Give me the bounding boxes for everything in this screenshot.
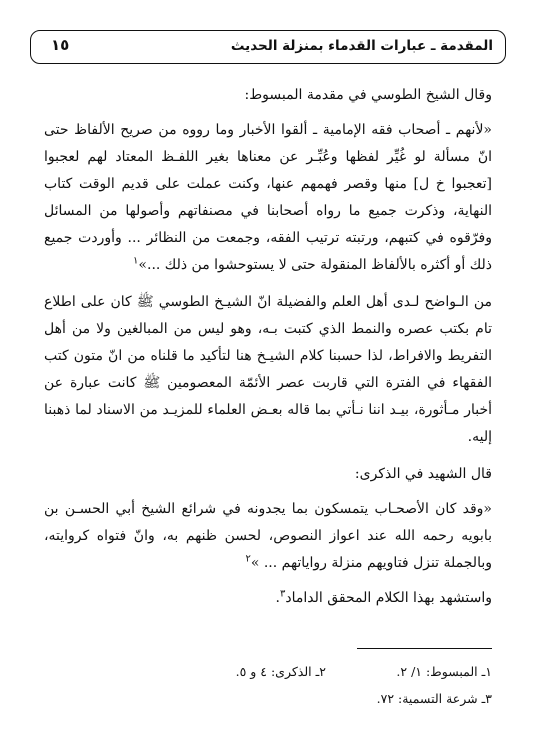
- page-body: [44, 82, 492, 612]
- footnote-2: ٢ـ الذكرى: ٤ و ٥.: [235, 664, 326, 679]
- footnote-3: ٣ـ شرعة التسمية: ٧٢.: [376, 691, 492, 706]
- quote-tusi: [44, 117, 492, 279]
- footnote-ref-2: ٢: [245, 553, 251, 565]
- footnote-ref-1: ١: [133, 255, 139, 267]
- footnote-1: ١ـ المبسوط: ١/ ٢.: [396, 664, 492, 679]
- quote-shahid-text: «وقد كان الأصحـاب يتمسكون بما يجدونه في شرائع الشيخ أبي الحسـن بن بابويه رحمه الله عند اعواز النصوص، لحسن ظنهم به، وانّ فتواه كروايته، وبالجملة تنزل فتاويهم منزلة رواياتهم ... »: [44, 501, 492, 571]
- intro-shahid: قال الشهيد في الذكرى:: [354, 466, 492, 482]
- quote-shahid: [44, 496, 492, 577]
- footnote-divider: [357, 648, 492, 649]
- closing-line: واستشهد بهذا الكلام المحقق الداماد$^٣$.: [275, 588, 492, 606]
- closing-text: واستشهد بهذا الكلام المحقق الداماد: [285, 590, 492, 606]
- page-header: [30, 30, 506, 64]
- running-title: المقدمة ـ عبارات القدماء بمنزلة الحديث: [230, 38, 493, 54]
- page-number: ١٥: [51, 36, 70, 54]
- paragraph-evident: من الـواضح لـدى أهل العلم والفضيلة انّ الشيـخ الطوسي ﷺ كان على اطلاع تام بكتب عصره والنمط الذي كتبت بـه، وهو ليس من المبالغين ولا من أهل التفريط والافراط، لذا حسبنا كلام الشيـخ هنا لتأكيد ما قلناه من انّ متون كتب الفقهاء في الفترة التي قاربت عصر الأئمّة المعصومين ﷺ كانت عبارة عن أخبار مـأثورة، بيـد اننا نـأتي بما قاله بعـض العلماء للمزيـد من الاسناد لما ذهبنا إليه.: [44, 294, 492, 445]
- footnote-ref-3: ٣: [279, 588, 286, 600]
- intro-tusi: وقال الشيخ الطوسي في مقدمة المبسوط:: [244, 87, 492, 103]
- quote-tusi-text: «لأنهم ـ أصحاب فقه الإمامية ـ ألقوا الأخبار وما رووه من صريح الألفاظ حتى انّ مسألة لو غُيِّر لفظها وعُبِّـر عن معناها بغير اللفـظ المعتاد لهم لعجبوا [تعجبوا خ ل] منها وقصر فهمهم عنها، وكنت عملت على قديم الوقت كتاب النهاية، وذكرت جميع ما رواه أصحابنا في مصنفاتهم وأصولها من المسائل وفرّقوه في كتبهم، ورتبته ترتيب الفقه، وجمعت من النظائر ... وأوردت جميع ذلك أو أكثره بالألفاظ المنقولة حتى لا يستوحشوا من ذلك ...»: [44, 122, 492, 273]
